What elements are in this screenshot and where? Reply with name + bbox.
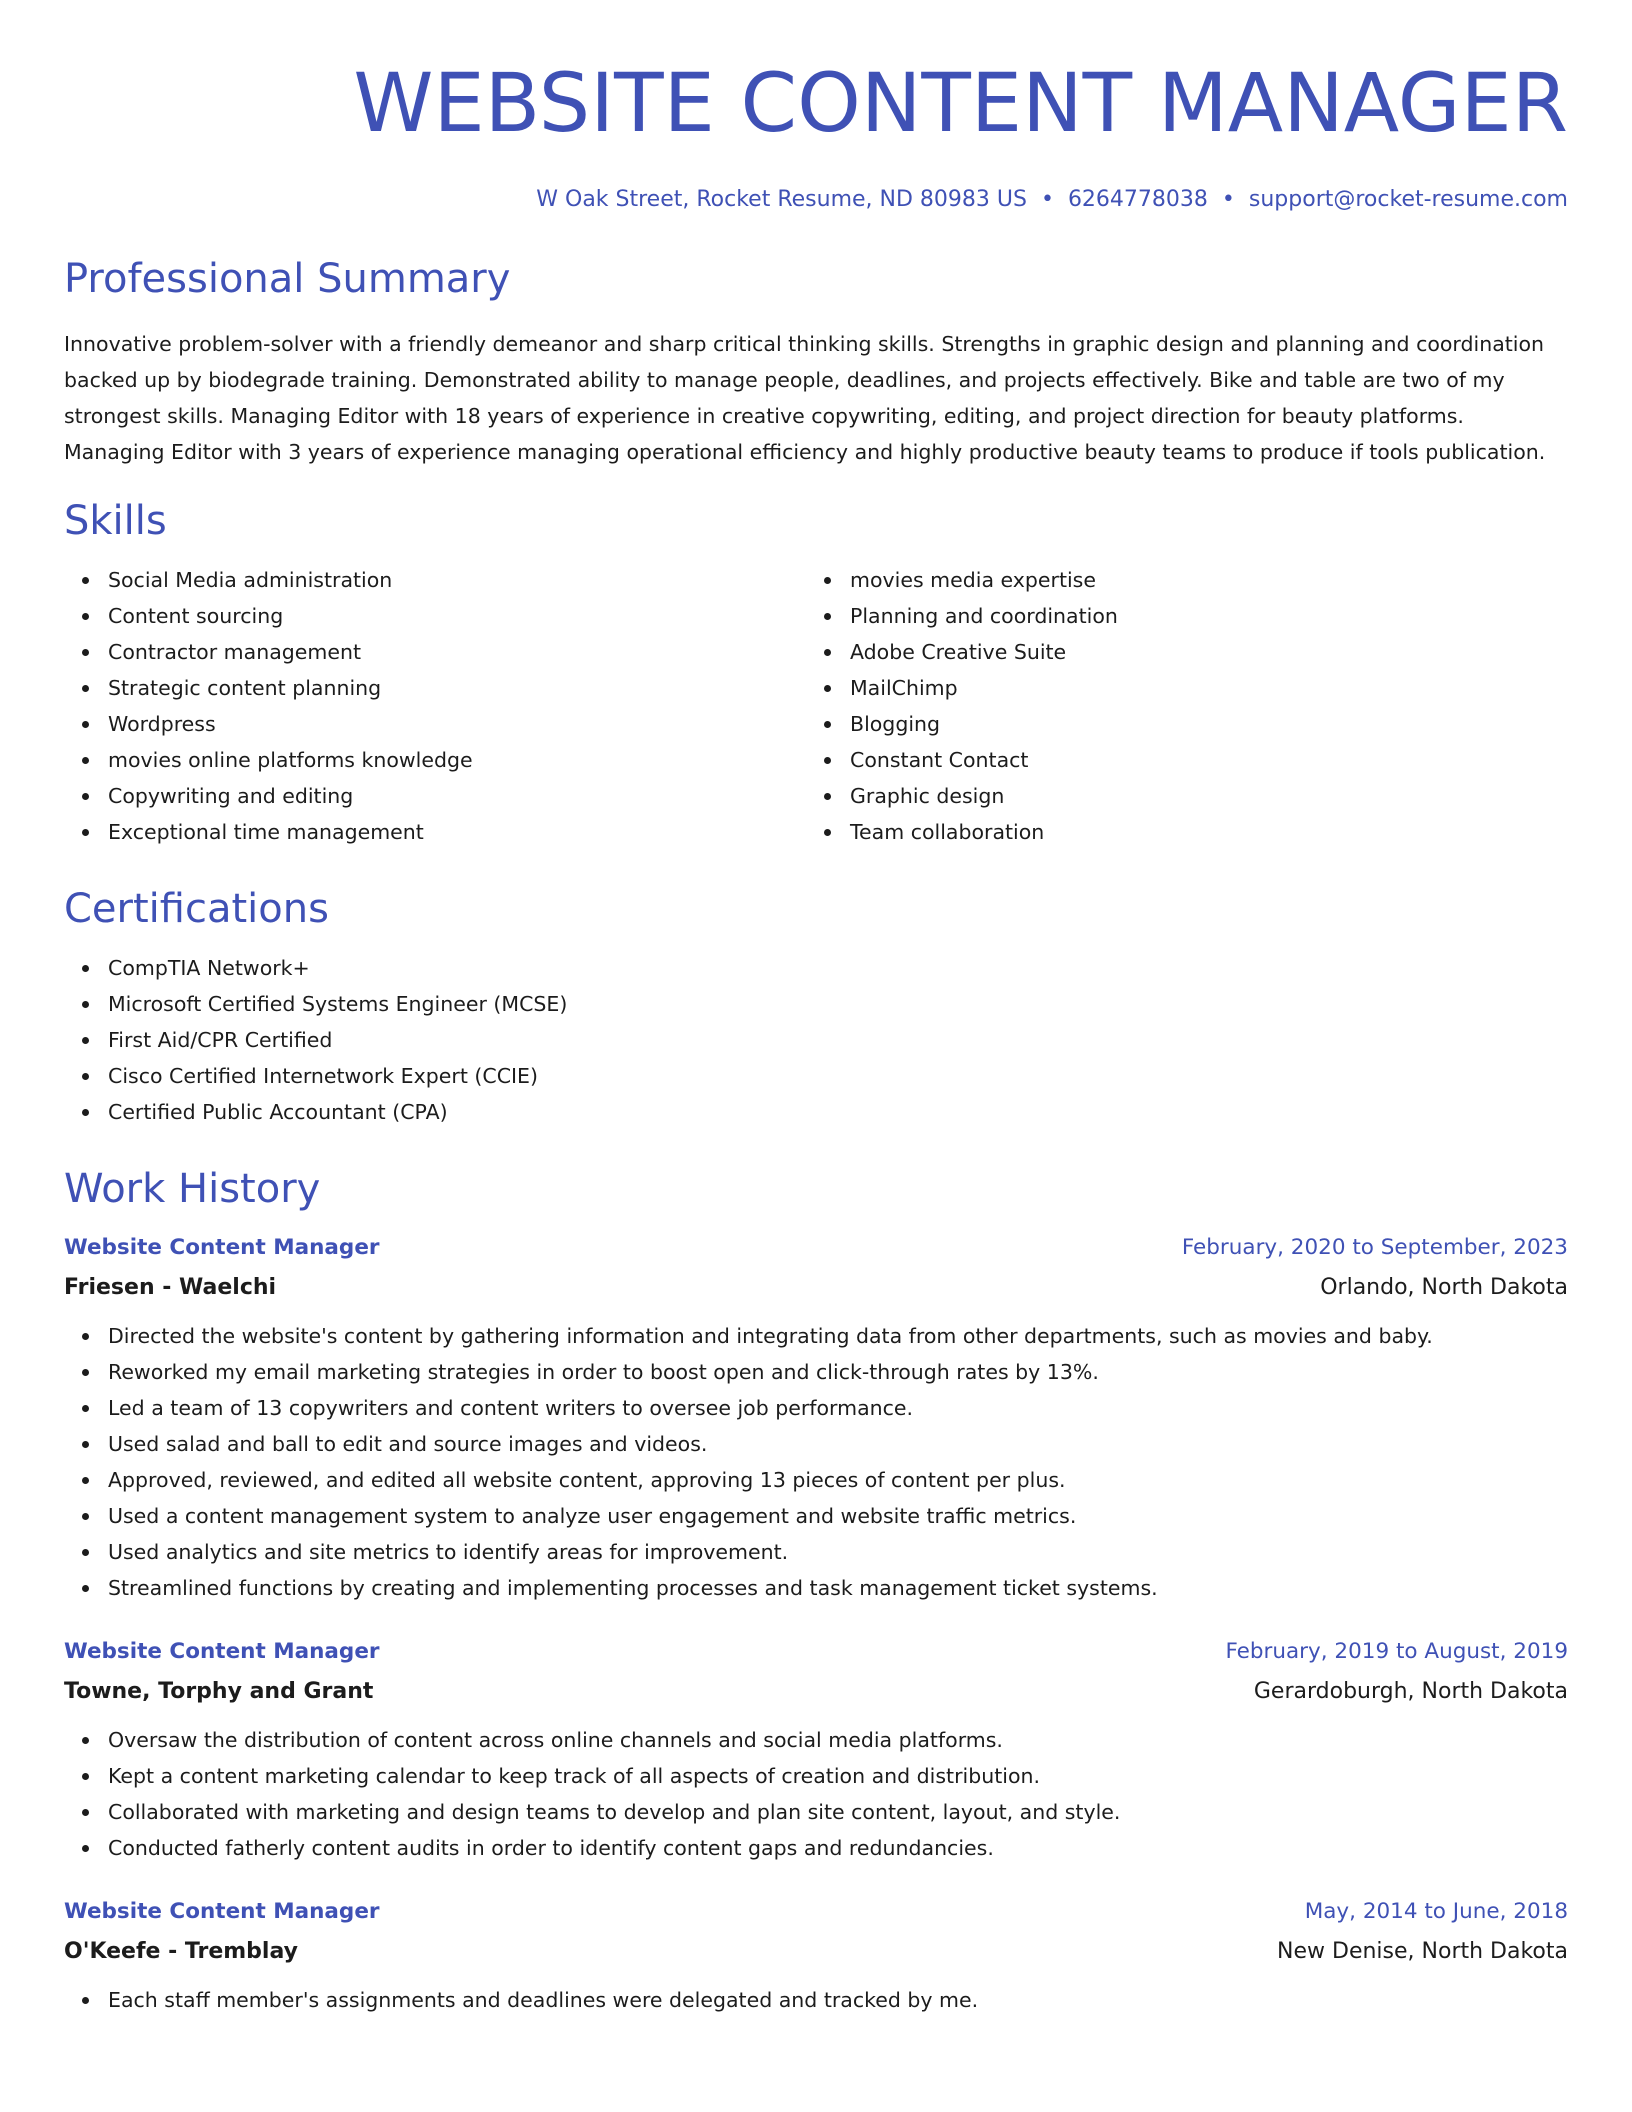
job-bullet: Each staff member's assignments and deadlines were delegated and tracked by me.	[108, 1982, 1568, 2018]
job-bullet: Collaborated with marketing and design teams to develop and plan site content, layout, and style.	[108, 1794, 1568, 1830]
resume-name: WEBSITE CONTENT MANAGER	[353, 57, 1568, 151]
job-entry	[64, 1638, 1568, 1866]
job-dates: February, 2020 to September, 2023	[1181, 1235, 1568, 1260]
skill-item: Adobe Creative Suite	[850, 634, 1548, 670]
certification-item: Microsoft Certified Systems Engineer (MCSE)	[108, 986, 1568, 1022]
job-bullet: Approved, reviewed, and edited all website content, approving 13 pieces of content per plus.	[108, 1462, 1568, 1498]
skills-column-right	[806, 562, 1548, 850]
skill-item: Team collaboration	[850, 814, 1548, 850]
job-location: New Denise, North Dakota	[1277, 1939, 1568, 1964]
job-entry	[64, 1234, 1568, 1606]
job-bullet: Directed the website's content by gathering information and integrating data from other departments, such as movies and baby.	[108, 1318, 1568, 1354]
skill-item: Copywriting and editing	[108, 778, 806, 814]
certification-item: CompTIA Network+	[108, 950, 1568, 986]
skills-list-left	[64, 562, 806, 850]
job-bullets	[64, 1318, 1568, 1606]
job-bullet: Used salad and ball to edit and source images and videos.	[108, 1426, 1568, 1462]
summary-text: Innovative problem-solver with a friendly demeanor and sharp critical thinking skills. Strengths in graphic design and planning and coordination backed up by biodegrade training. Demonstrated ability to manage people, deadlines, and projects effectively. Bike and table are two of my strongest skills. Managing Editor with 18 years of experience in creative copywriting, editing, and project direction for beauty platforms. Managing Editor with 3 years of experience managing operational efficiency and highly productive beauty teams to produce if tools publication.	[64, 332, 1546, 464]
skill-item: Content sourcing	[108, 598, 806, 634]
job-dates: February, 2019 to August, 2019	[1225, 1639, 1568, 1664]
certification-item: Certified Public Accountant (CPA)	[108, 1094, 1568, 1130]
certifications-list	[64, 950, 1568, 1130]
job-title: Website Content Manager	[64, 1899, 380, 1924]
contact-email: support@rocket-resume.com	[1248, 187, 1568, 212]
contact-address: W Oak Street, Rocket Resume, ND 80983 US	[536, 187, 1027, 212]
skill-item: Contractor management	[108, 634, 806, 670]
job-company: Friesen - Waelchi	[64, 1275, 277, 1300]
skills-column-left	[64, 562, 806, 850]
skills-columns	[64, 562, 1568, 850]
job-location: Gerardoburgh, North Dakota	[1253, 1679, 1568, 1704]
certification-item: First Aid/CPR Certified	[108, 1022, 1568, 1058]
job-company: Towne, Torphy and Grant	[64, 1679, 374, 1704]
job-entry	[64, 1898, 1568, 2018]
job-bullets	[64, 1982, 1568, 2018]
job-header	[64, 1234, 1568, 1262]
skill-item: Constant Contact	[850, 742, 1548, 778]
job-bullet: Led a team of 13 copywriters and content writers to oversee job performance.	[108, 1390, 1568, 1426]
contact-separator: •	[1221, 187, 1235, 212]
skill-item: Blogging	[850, 706, 1548, 742]
job-bullets	[64, 1722, 1568, 1866]
job-header	[64, 1638, 1568, 1666]
skill-item: Social Media administration	[108, 562, 806, 598]
skill-item: Graphic design	[850, 778, 1548, 814]
certifications-heading: Certifications	[64, 886, 329, 932]
skills-heading: Skills	[64, 498, 167, 544]
job-bullet: Conducted fatherly content audits in order to identify content gaps and redundancies.	[108, 1830, 1568, 1866]
skill-item: Planning and coordination	[850, 598, 1548, 634]
skill-item: movies online platforms knowledge	[108, 742, 806, 778]
job-bullet: Streamlined functions by creating and implementing processes and task management ticket systems.	[108, 1570, 1568, 1606]
skill-item: Wordpress	[108, 706, 806, 742]
job-company: O'Keefe - Tremblay	[64, 1939, 298, 1964]
contact-separator: •	[1040, 187, 1054, 212]
contact-line	[64, 186, 1568, 214]
job-header	[64, 1898, 1568, 1926]
job-dates: May, 2014 to June, 2018	[1304, 1899, 1568, 1924]
job-bullet: Oversaw the distribution of content across online channels and social media platforms.	[108, 1722, 1568, 1758]
contact-phone: 6264778038	[1067, 187, 1208, 212]
work-history-heading: Work History	[64, 1166, 321, 1212]
job-subheader	[64, 1938, 1568, 1966]
skill-item: Exceptional time management	[108, 814, 806, 850]
job-title: Website Content Manager	[64, 1639, 380, 1664]
job-title: Website Content Manager	[64, 1235, 380, 1260]
skill-item: Strategic content planning	[108, 670, 806, 706]
job-bullet: Kept a content marketing calendar to keep track of all aspects of creation and distribution.	[108, 1758, 1568, 1794]
job-location: Orlando, North Dakota	[1320, 1275, 1568, 1300]
certification-item: Cisco Certified Internetwork Expert (CCIE)	[108, 1058, 1568, 1094]
job-subheader	[64, 1678, 1568, 1706]
skill-item: movies media expertise	[850, 562, 1548, 598]
skill-item: MailChimp	[850, 670, 1548, 706]
summary-heading: Professional Summary	[64, 256, 511, 302]
job-bullet: Reworked my email marketing strategies in order to boost open and click-through rates by 13%.	[108, 1354, 1568, 1390]
job-bullet: Used a content management system to analyze user engagement and website traffic metrics.	[108, 1498, 1568, 1534]
job-bullet: Used analytics and site metrics to identify areas for improvement.	[108, 1534, 1568, 1570]
resume-page	[64, 0, 1568, 2018]
skills-list-right	[806, 562, 1548, 850]
job-subheader	[64, 1274, 1568, 1302]
